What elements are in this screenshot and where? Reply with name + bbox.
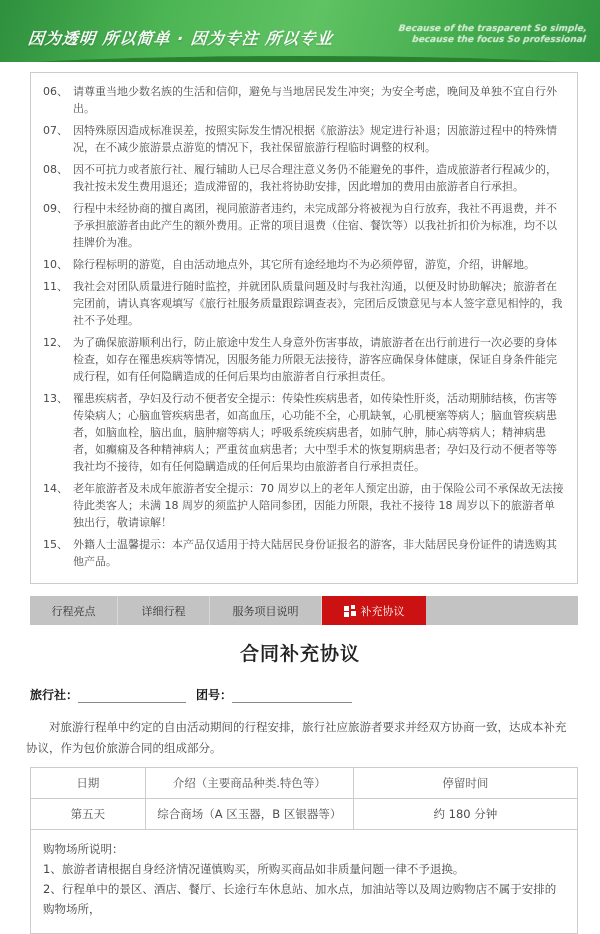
table-row [31, 799, 578, 830]
slogan-english [397, 24, 588, 46]
notes-item-2: 2、行程单中的景区、酒店、餐厅、长途行车休息站、加水点，加油站等以及周边购物店不属于安排的购物场所， [43, 882, 557, 916]
term-text: 我社会对团队质量进行随时监控，并就团队质量问题及时与我社沟通，以便及时协助解决；旅游者在完团前，请认真客观填写《旅行社服务质量跟踪调查表》，完团后反馈意见与本人签字意见相悖的，我社不予处理。 [73, 280, 563, 327]
term-text: 外籍人士温馨提示：本产品仅适用于持大陆居民身份证报名的游客，非大陆居民身份证件的请选购其他产品。 [73, 538, 557, 568]
tab-trip-highlights[interactable]: 行程亮点 [30, 596, 118, 625]
notes-item-1: 1、旅游者请根据自身经济情况谨慎购买，所购买商品如非质量问题一律不予退换。 [43, 862, 465, 876]
agency-fill-line [78, 690, 186, 703]
notes-row [31, 830, 578, 934]
terms-item-14 [43, 480, 565, 531]
cell-stay-time: 约 180 分钟 [353, 799, 577, 830]
shopping-table [30, 767, 578, 934]
cell-date: 第五天 [31, 799, 146, 830]
tab-service-items[interactable]: 服务项目说明 [210, 596, 322, 625]
grid-squares-icon [344, 605, 356, 617]
term-text: 罹患疾病者，孕妇及行动不便者安全提示：传染性疾病患者，如传染性肝炎，活动期肺结核，伤害等传染病人；心脑血管疾病患者，如高血压，心功能不全，心肌缺氧，心肌梗塞等病人；脑血管疾病患者，如脑血栓，脑出血，脑肿瘤等病人；呼吸系统疾病患者，如肺气肿，肺心病等病人；精神病患者，如癫痫及各种精神病人；严重贫血病患者；大中型手术的恢复期病患者；孕妇及行动不便者等等我社均不接待，如有任何隐瞒造成的任何后果均由旅游者自行承担责任。 [73, 392, 557, 473]
terms-item-13 [43, 390, 565, 475]
term-number: 14、 [43, 482, 68, 495]
agency-group-line [30, 686, 600, 703]
terms-item-12 [43, 334, 565, 385]
term-number: 10、 [43, 258, 68, 271]
header-description: 介绍（主要商品种类.特色等） [145, 768, 353, 799]
term-text: 因不可抗力或者旅行社、履行辅助人已尽合理注意义务仍不能避免的事件，造成旅游者行程减少的，我社按未发生费用退还；造成滞留的，我社将协助安排，因此增加的费用由旅游者自行承担。 [73, 163, 557, 193]
header-banner [0, 0, 600, 62]
tab-supplementary-agreement-label: 补充协议 [360, 604, 405, 618]
term-number: 07、 [43, 124, 68, 137]
term-number: 13、 [43, 392, 68, 405]
slogan-english-line1: Because of the trasparent So simple, [397, 24, 588, 34]
page-title: 合同补充协议 [239, 643, 360, 665]
header-stay-time: 停留时间 [353, 768, 577, 799]
agreement-intro: 对旅游行程单中约定的自由活动期间的行程安排，旅行社应旅游者要求并经双方协商一致，达成本补充协议，作为包价旅游合同的组成部分。 [26, 720, 567, 755]
table-header-row [31, 768, 578, 799]
term-number: 06、 [43, 85, 68, 98]
term-number: 09、 [43, 202, 68, 215]
terms-item-08 [43, 161, 565, 195]
section-tabbar [30, 596, 578, 625]
term-number: 08、 [43, 163, 68, 176]
term-number: 11、 [43, 280, 68, 293]
terms-item-09 [43, 200, 565, 251]
term-number: 12、 [43, 336, 68, 349]
terms-item-07 [43, 122, 565, 156]
agency-label: 旅行社： [30, 688, 79, 702]
term-number: 15、 [43, 538, 68, 551]
term-text: 行程中未经协商的擅自离团，视同旅游者违约，未完成部分将被视为自行放弃，我社不再退费，并不予承担旅游者由此产生的额外费用。正常的项目退费（住宿、餐饮等）以我社折扣价为标准，均不以挂牌价为准。 [73, 202, 557, 249]
term-text: 为了确保旅游顺利出行，防止旅途中发生人身意外伤害事故，请旅游者在出行前进行一次必要的身体检查，如存在罹患疾病等情况，因服务能力所限无法接待，游客应确保身体健康，保证自身条件能完成行程，如有任何隐瞒造成的任何后果均由旅游者自行承担责任。 [73, 336, 557, 383]
terms-item-15 [43, 536, 565, 570]
terms-list [30, 72, 578, 584]
slogan-chinese: 因为透明 所以简单 · 因为专注 所以专业 [26, 29, 335, 48]
term-text: 除行程标明的游览，自由活动地点外，其它所有途经地均不为必须停留，游览，介绍，讲解地。 [73, 258, 535, 271]
tabbar-filler [426, 596, 578, 625]
tab-detailed-itinerary[interactable]: 详细行程 [118, 596, 210, 625]
term-text: 因特殊原因造成标准误差，按照实际发生情况根据《旅游法》规定进行补退；因旅游过程中的特殊情况，在不减少旅游景点游览的情况下，我社保留旅游行程临时调整的权利。 [73, 124, 557, 154]
group-number-fill-line [232, 690, 352, 703]
tab-supplementary-agreement[interactable] [322, 596, 426, 625]
notes-heading: 购物场所说明： [43, 842, 124, 856]
header-date: 日期 [31, 768, 146, 799]
terms-item-10 [43, 256, 565, 273]
terms-item-06 [43, 83, 565, 117]
slogan-english-line2: because the focus So professional [411, 35, 586, 45]
cell-description: 综合商场（A 区玉器，B 区银器等） [145, 799, 353, 830]
term-text: 请尊重当地少数名族的生活和信仰，避免与当地居民发生冲突；为安全考虑，晚间及单独不宜自行外出。 [73, 85, 557, 115]
term-text: 老年旅游者及未成年旅游者安全提示：70 周岁以上的老年人预定出游，由于保险公司不承保故无法接待此类客人；未满 18 周岁的须监护人陪同参团，因能力所限，我社不接待 18 周岁以下的旅游者单独出行，敬请谅解！ [73, 482, 564, 529]
group-number-label: 团号： [196, 688, 233, 702]
terms-item-11 [43, 278, 565, 329]
shopping-notes [31, 830, 578, 934]
